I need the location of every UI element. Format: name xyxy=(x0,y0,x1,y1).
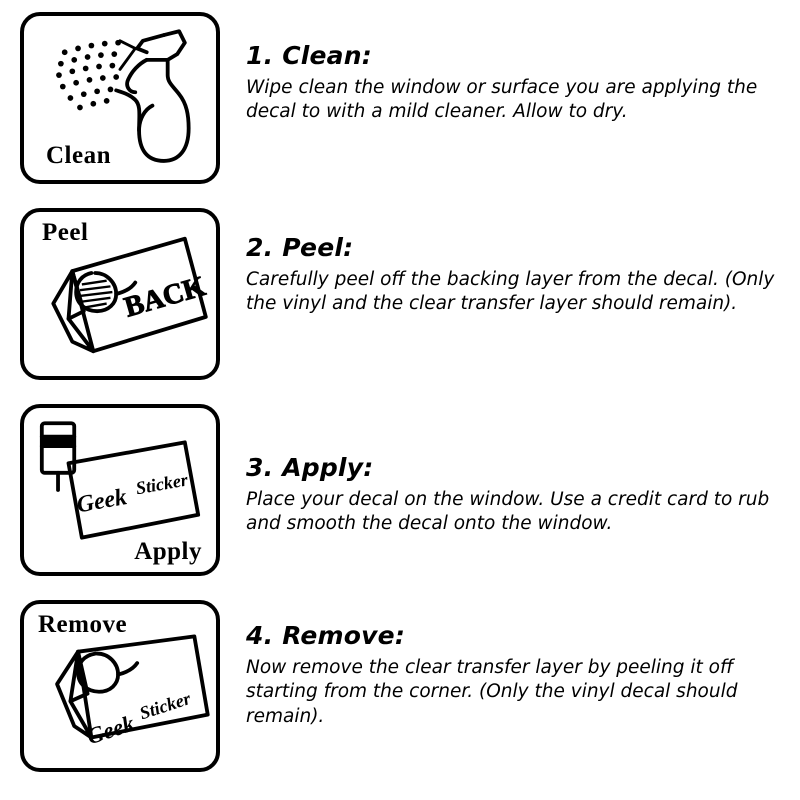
step-clean-title: 1. Clean: xyxy=(246,41,372,70)
step-remove-title: 4. Remove: xyxy=(246,621,406,650)
svg-text:Sticker: Sticker xyxy=(134,469,190,499)
peel-backing-icon xyxy=(20,208,220,380)
icon-caption-remove: Remove xyxy=(38,611,128,638)
icon-caption-apply: Apply xyxy=(134,538,202,565)
step-apply-title: 3. Apply: xyxy=(246,453,374,482)
spray-bottle-icon xyxy=(20,12,220,184)
step-remove-text xyxy=(220,600,790,730)
svg-text:Sticker: Sticker xyxy=(137,688,194,724)
remove-transfer-icon xyxy=(20,600,220,772)
step-clean-body: Wipe clean the window or surface you are applying the decal to with a mild cleaner. Allow to dry. xyxy=(246,76,758,123)
step-peel xyxy=(10,208,790,404)
step-peel-text xyxy=(220,208,790,317)
step-peel-title: 2. Peel: xyxy=(246,233,354,262)
step-clean-text xyxy=(220,12,790,125)
apply-squeegee-icon xyxy=(20,404,220,576)
icon-caption-peel: Peel xyxy=(42,219,89,246)
svg-text:Geek: Geek xyxy=(74,484,129,519)
svg-text:Geek: Geek xyxy=(83,710,138,750)
step-peel-body: Carefully peel off the backing layer from the decal. (Only the vinyl and the clear transfer layer should remain). xyxy=(246,268,775,315)
step-apply-body: Place your decal on the window. Use a credit card to rub and smooth the decal onto the window. xyxy=(246,488,770,535)
step-apply-text xyxy=(220,404,790,537)
step-remove-body: Now remove the clear transfer layer by peeling it off starting from the corner. (Only the vinyl decal should remain). xyxy=(246,656,738,728)
svg-text:BACK: BACK xyxy=(121,271,209,324)
step-apply xyxy=(10,404,790,600)
step-remove xyxy=(10,600,790,796)
icon-caption-clean: Clean xyxy=(46,142,111,169)
step-clean xyxy=(10,12,790,208)
